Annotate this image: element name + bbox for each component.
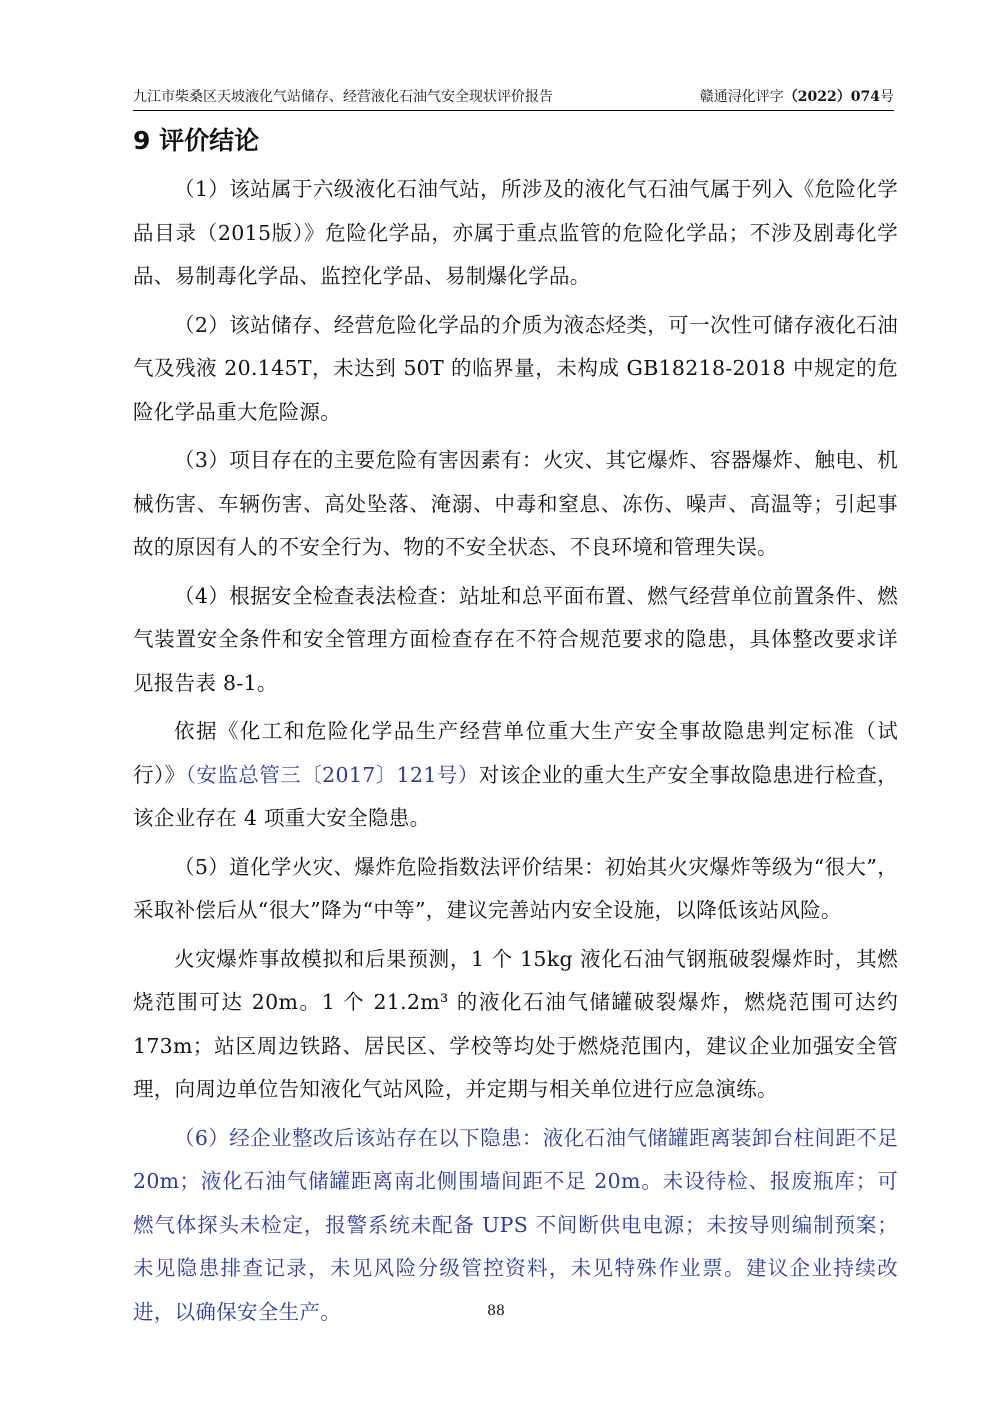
section-title: 9 评价结论 xyxy=(133,126,260,155)
major-hazard-text-start: 依据《化工和危险化学品生产经营单位重大生产安全事故隐患判定标准（试行）》 xyxy=(133,719,898,787)
report-title: 九江市柴桑区天坡液化气站储存、经营液化石油气安全现状评价报告 xyxy=(133,89,553,105)
document-number-suffix: 号 xyxy=(880,89,894,105)
conclusion-paragraph-6: （6）经企业整改后该站存在以下隐患：液化石油气储罐距离装卸台柱间距不足 20m；液化石油气储罐距离南北侧围墙间距不足 20m。未设待检、报废瓶库；可燃气体探头未检定，报警系统未配备 UPS 不间断供电电源；未按导则编制预案；未见隐患排查记录，未见风险分级管控资料，未见特殊作业票。建议企业持续改进，以确保安全生产。 xyxy=(133,1125,898,1324)
fire-explosion-simulation-paragraph: 火灾爆炸事故模拟和后果预测，1 个 15kg 液化石油气钢瓶破裂爆炸时，其燃烧范围可达 20m。1 个 21.2m³ 的液化石油气储罐破裂爆炸，燃烧范围可达约 173m；站区周边铁路、居民区、学校等均处于燃烧范围内，建议企业加强安全管理，向周边单位告知液化气站风险，并定期与相关单位进行应急演练。 xyxy=(133,946,898,1101)
conclusion-paragraph-1: （1）该站属于六级液化石油气站，所涉及的液化气石油气属于列入《危险化学品目录（2015版）》危险化学品，亦属于重点监管的危险化学品；不涉及剧毒化学品、易制毒化学品、监控化学品、易制爆化学品。 xyxy=(133,177,898,288)
major-hazard-text-end: 对该企业的重大生产安全事故隐患进行检查，该企业存在 4 项重大安全隐患。 xyxy=(133,762,898,830)
conclusion-paragraph-3: （3）项目存在的主要危险有害因素有：火灾、其它爆炸、容器爆炸、触电、机械伤害、车辆伤害、高处坠落、淹溺、中毒和窒息、冻伤、噪声、高温等；引起事故的原因有人的不安全行为、物的不安全状态、不良环境和管理失误。 xyxy=(133,448,898,559)
regulation-reference: （安监总管三〔2017〕121号） xyxy=(185,762,479,787)
document-number-prefix: 赣通浔化评字 xyxy=(699,89,784,105)
page-number: 88 xyxy=(487,1303,505,1319)
page-header xyxy=(133,84,894,111)
document-number-year: （2022）074 xyxy=(783,89,880,105)
major-hazard-paragraph xyxy=(133,710,898,841)
document-number xyxy=(700,86,894,108)
conclusion-paragraph-2: （2）该站储存、经营危险化学品的介质为液态烃类，可一次性可储存液化石油气及残液 20.145T，未达到 50T 的临界量，未构成 GB18218-2018 中规定的危险化学品重大危险源。 xyxy=(133,312,898,424)
conclusion-paragraph-4: （4）根据安全检查表法检查：站址和总平面布置、燃气经营单位前置条件、燃气装置安全条件和安全管理方面检查存在不符合规范要求的隐患，具体整改要求详见报告表 8-1。 xyxy=(133,583,898,695)
conclusion-paragraph-5: （5）道化学火灾、爆炸危险指数法评价结果：初始其火灾爆炸等级为“很大”，采取补偿后从“很大”降为“中等”，建议完善站内安全设施，以降低该站风险。 xyxy=(133,854,898,922)
page-body xyxy=(133,121,898,1339)
